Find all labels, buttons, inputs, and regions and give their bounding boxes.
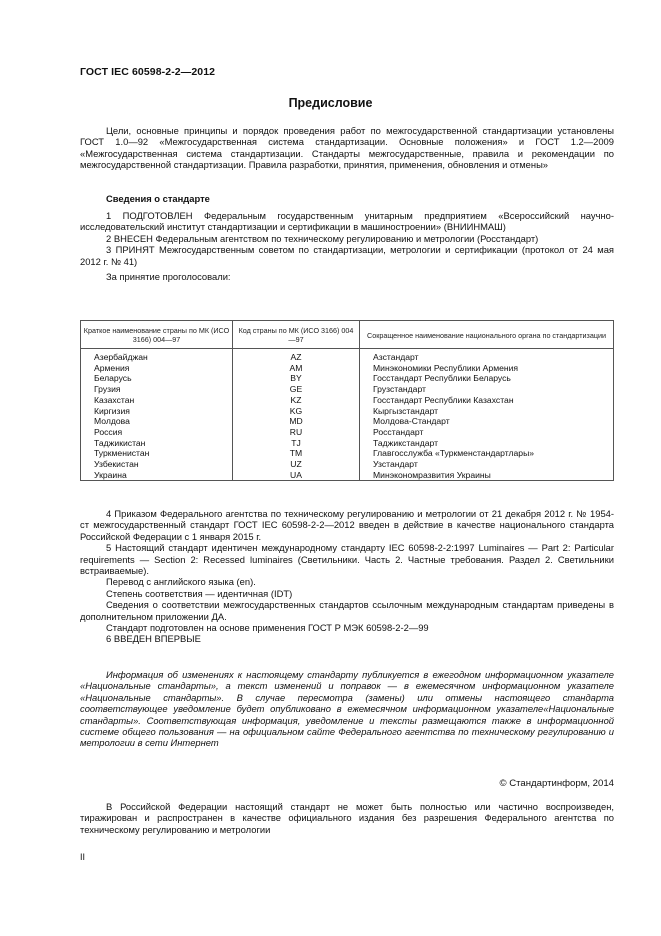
table-body bbox=[81, 349, 614, 481]
table-row bbox=[81, 349, 614, 363]
voted-label: За принятие проголосовали: bbox=[106, 271, 231, 283]
country-name: Таджикистан bbox=[81, 438, 233, 449]
standards-body: Минэкономики Республики Армения bbox=[373, 362, 519, 373]
table-header-code: Код страны по МК (ИСО 3166) 004—97 bbox=[233, 321, 360, 349]
table-header-country: Краткое наименование страны по МК (ИСО 3166) 004—97 bbox=[81, 321, 233, 349]
country-name: Россия bbox=[81, 427, 233, 438]
table-row bbox=[81, 416, 614, 427]
standards-body: Азстандарт bbox=[373, 352, 419, 362]
basis-note: Стандарт подготовлен на основе применения ГОСТ Р МЭК 60598-2-2—99 bbox=[106, 622, 429, 634]
table-row bbox=[81, 438, 614, 449]
standards-body: Росстандарт bbox=[373, 426, 424, 437]
table-row bbox=[81, 459, 614, 470]
table-row bbox=[81, 395, 614, 406]
country-name: Украина bbox=[81, 470, 233, 481]
country-name: Киргизия bbox=[81, 406, 233, 417]
item-3: 3 ПРИНЯТ Межгосударственным советом по стандартизации, метрологии и сертификации (протокол от 24 мая 2012 г. № 41) bbox=[80, 244, 614, 267]
country-name: Казахстан bbox=[81, 395, 233, 406]
notice-paragraph: В Российской Федерации настоящий стандарт не может быть полностью или частично воспроизведен, тиражирован и распространен в качестве официального издания без разрешения Федерального агентства по техническому регулированию и метрологии bbox=[80, 801, 614, 835]
standards-body: Госстандарт Республики Беларусь bbox=[373, 373, 511, 384]
item-1: 1 ПОДГОТОВЛЕН Федеральным государственным унитарным предприятием «Всероссийский научно-исследовательский институт стандартизации и сертификации в машиностроении» (ВНИИНМАШ) bbox=[80, 210, 614, 233]
country-name: Туркменистан bbox=[81, 448, 233, 459]
country-code: UA bbox=[233, 470, 360, 481]
document-header: ГОСТ IEC 60598-2-2—2012 bbox=[80, 66, 216, 78]
country-code: RU bbox=[233, 427, 360, 438]
table-row bbox=[81, 470, 614, 481]
info-block bbox=[80, 669, 614, 749]
table-row bbox=[81, 427, 614, 438]
country-code: MD bbox=[233, 416, 360, 427]
country-name: Узбекистан bbox=[81, 459, 233, 470]
translation-note: Перевод с английского языка (en). bbox=[106, 576, 256, 588]
item-5: 5 Настоящий стандарт идентичен международному стандарту IEC 60598-2-2:1997 Luminaires — Part 2: Particular requirements — Section 2: Recessed luminaires (Светильники. Часть 2. Частные требования. Раздел 2. Светильники встраиваемые). bbox=[80, 542, 614, 577]
section-block bbox=[80, 193, 614, 204]
standards-body: Минэкономразвития Украины bbox=[373, 469, 491, 480]
copyright-line: © Стандартинформ, 2014 bbox=[499, 778, 614, 789]
item-4: 4 Приказом Федерального агентства по техническому регулированию и метрологии от 21 декабря 2012 г. № 1954-ст межгосударственный стандарт ГОСТ IEC 60598-2-2—2012 введен в действие в качестве национального стандарта Российской Федерации с 1 января 2015 г. bbox=[80, 508, 614, 542]
table-row bbox=[81, 363, 614, 374]
correspondence-note: Сведения о соответствии межгосударственных стандартов ссылочным международным стандартам приведены в дополнительном приложении ДА. bbox=[80, 599, 614, 622]
country-code: KZ bbox=[233, 395, 360, 406]
country-code: AM bbox=[233, 363, 360, 374]
country-name: Армения bbox=[81, 363, 233, 374]
item-6: 6 ВВЕДЕН ВПЕРВЫЕ bbox=[106, 633, 201, 645]
standards-body: Госстандарт Республики Казахстан bbox=[373, 394, 514, 405]
standards-body: Узстандарт bbox=[373, 459, 418, 470]
standards-body: Таджикстандарт bbox=[373, 437, 439, 448]
country-code: GE bbox=[233, 384, 360, 395]
table-row bbox=[81, 448, 614, 459]
table-header-body: Сокращенное наименование национального органа по стандартизации bbox=[360, 321, 614, 349]
table-row bbox=[81, 406, 614, 417]
notice-block bbox=[80, 801, 614, 835]
country-name: Беларусь bbox=[81, 373, 233, 384]
page-number: II bbox=[80, 852, 86, 862]
country-name: Азербайджан bbox=[81, 349, 233, 363]
country-code: AZ bbox=[233, 349, 360, 363]
country-code: KG bbox=[233, 406, 360, 417]
table-row bbox=[81, 373, 614, 384]
standards-body: Грузстандарт bbox=[373, 384, 426, 395]
country-name: Грузия bbox=[81, 384, 233, 395]
items-block bbox=[80, 210, 614, 282]
table-header-row bbox=[81, 321, 614, 349]
intro-block bbox=[80, 125, 614, 171]
info-paragraph: Информация об изменениях к настоящему стандарту публикуется в ежегодном информационном указателе «Национальные стандарты», а текст изменений и поправок — в ежемесячном информационном указателе «Национальные стандарты». В случае пересмотра (замены) или отмены настоящего стандарта соответствующее уведомление будет опубликовано в ежемесячном информационном указателе«Национальные стандарты». Соответствующая информация, уведомление и тексты размещаются также в информационной системе общего пользования — на официальном сайте Федерального агентства по техническому регулированию и метрологии в сети Интернет bbox=[80, 669, 614, 749]
item-2: 2 ВНЕСЕН Федеральным агентством по техническому регулированию и метрологии (Росстандарт) bbox=[106, 232, 539, 244]
standards-body: Молдова-Стандарт bbox=[373, 416, 450, 427]
section-title: Сведения о стандарте bbox=[106, 193, 210, 204]
standards-body: Главгосслужба «Туркменстандартлары» bbox=[373, 448, 535, 459]
country-name: Молдова bbox=[81, 416, 233, 427]
country-code: UZ bbox=[233, 459, 360, 470]
standards-body: Кыргызстандарт bbox=[373, 405, 439, 416]
country-code: TJ bbox=[233, 438, 360, 449]
conformity-note: Степень соответствия — идентичная (IDT) bbox=[106, 587, 293, 599]
country-code: TM bbox=[233, 448, 360, 459]
states-table bbox=[80, 320, 614, 481]
intro-paragraph: Цели, основные принципы и порядок проведения работ по межгосударственной стандартизации установлены ГОСТ 1.0—92 «Межгосударственная система стандартизации. Основные положения» и ГОСТ 1.2—2009 «Межгосударственная система стандартизации. Стандарты межгосударственные, правила и рекомендации по межгосударственной стандартизации. Правила разработки, принятия, применения, обновления и отмены» bbox=[80, 125, 614, 171]
table-row bbox=[81, 384, 614, 395]
country-code: BY bbox=[233, 373, 360, 384]
page-title: Предисловие bbox=[288, 96, 373, 110]
items-block-2 bbox=[80, 508, 614, 645]
